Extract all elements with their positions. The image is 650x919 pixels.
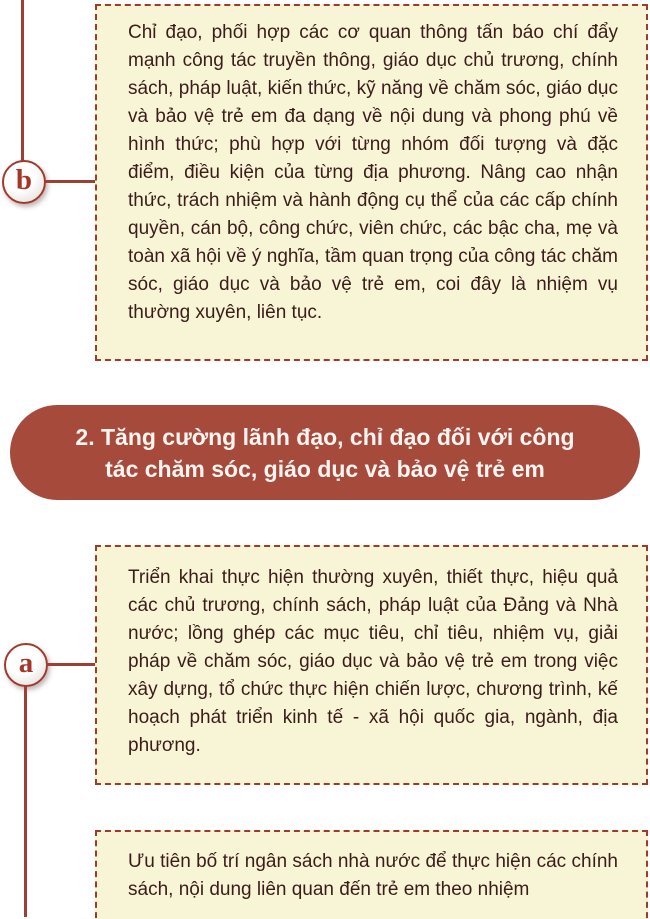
- step-marker-a-letter: a: [18, 647, 34, 679]
- content-box-next-partial: [95, 830, 648, 919]
- step-marker-b: [2, 160, 46, 204]
- connector-horizontal-line-a: [47, 663, 95, 666]
- connector-horizontal-line-b: [45, 180, 95, 183]
- content-box-b: [95, 4, 648, 361]
- section-banner-title: 2. Tăng cường lãnh đạo, chỉ đạo đối với công tác chăm sóc, giáo dục và bảo vệ trẻ em: [75, 423, 575, 482]
- connector-vertical-line-b: [21, 0, 24, 162]
- connector-vertical-line-a: [24, 686, 27, 917]
- step-marker-a: [4, 643, 48, 687]
- content-box-a-text: Triển khai thực hiện thường xuyên, thiết thực, hiệu quả các chủ trương, chính sách, pháp luật của Đảng và Nhà nước; lồng ghép các mục tiêu, chỉ tiêu, nhiệm vụ, giải pháp về chăm sóc, giáo dục và bảo vệ trẻ em trong việc xây dựng, tổ chức thực hiện chiến lược, chương trình, kế hoạch phát triển kinh tế - xã hội quốc gia, ngành, địa phương.: [128, 567, 618, 756]
- step-marker-b-letter: b: [15, 164, 33, 196]
- content-box-a: [95, 545, 648, 785]
- content-box-next-text: Ưu tiên bố trí ngân sách nhà nước để thực hiện các chính sách, nội dung liên quan đến trẻ em theo nhiệm: [128, 851, 618, 900]
- content-box-b-text: Chỉ đạo, phối hợp các cơ quan thông tấn báo chí đẩy mạnh công tác truyền thông, giáo dục chủ trương, chính sách, pháp luật, kiến thức, kỹ năng về chăm sóc, giáo dục và bảo vệ trẻ em đa dạng về nội dung và phong phú về hình thức; phù hợp với từng nhóm đối tượng và đặc điểm, điều kiện của từng địa phương. Nâng cao nhận thức, trách nhiệm và hành động cụ thể của các cấp chính quyền, cán bộ, công chức, viên chức, các bậc cha, mẹ và toàn xã hội về ý nghĩa, tầm quan trọng của công tác chăm sóc, giáo dục và bảo vệ trẻ em, coi đây là nhiệm vụ thường xuyên, liên tục.: [128, 22, 618, 323]
- section-banner: [10, 405, 640, 500]
